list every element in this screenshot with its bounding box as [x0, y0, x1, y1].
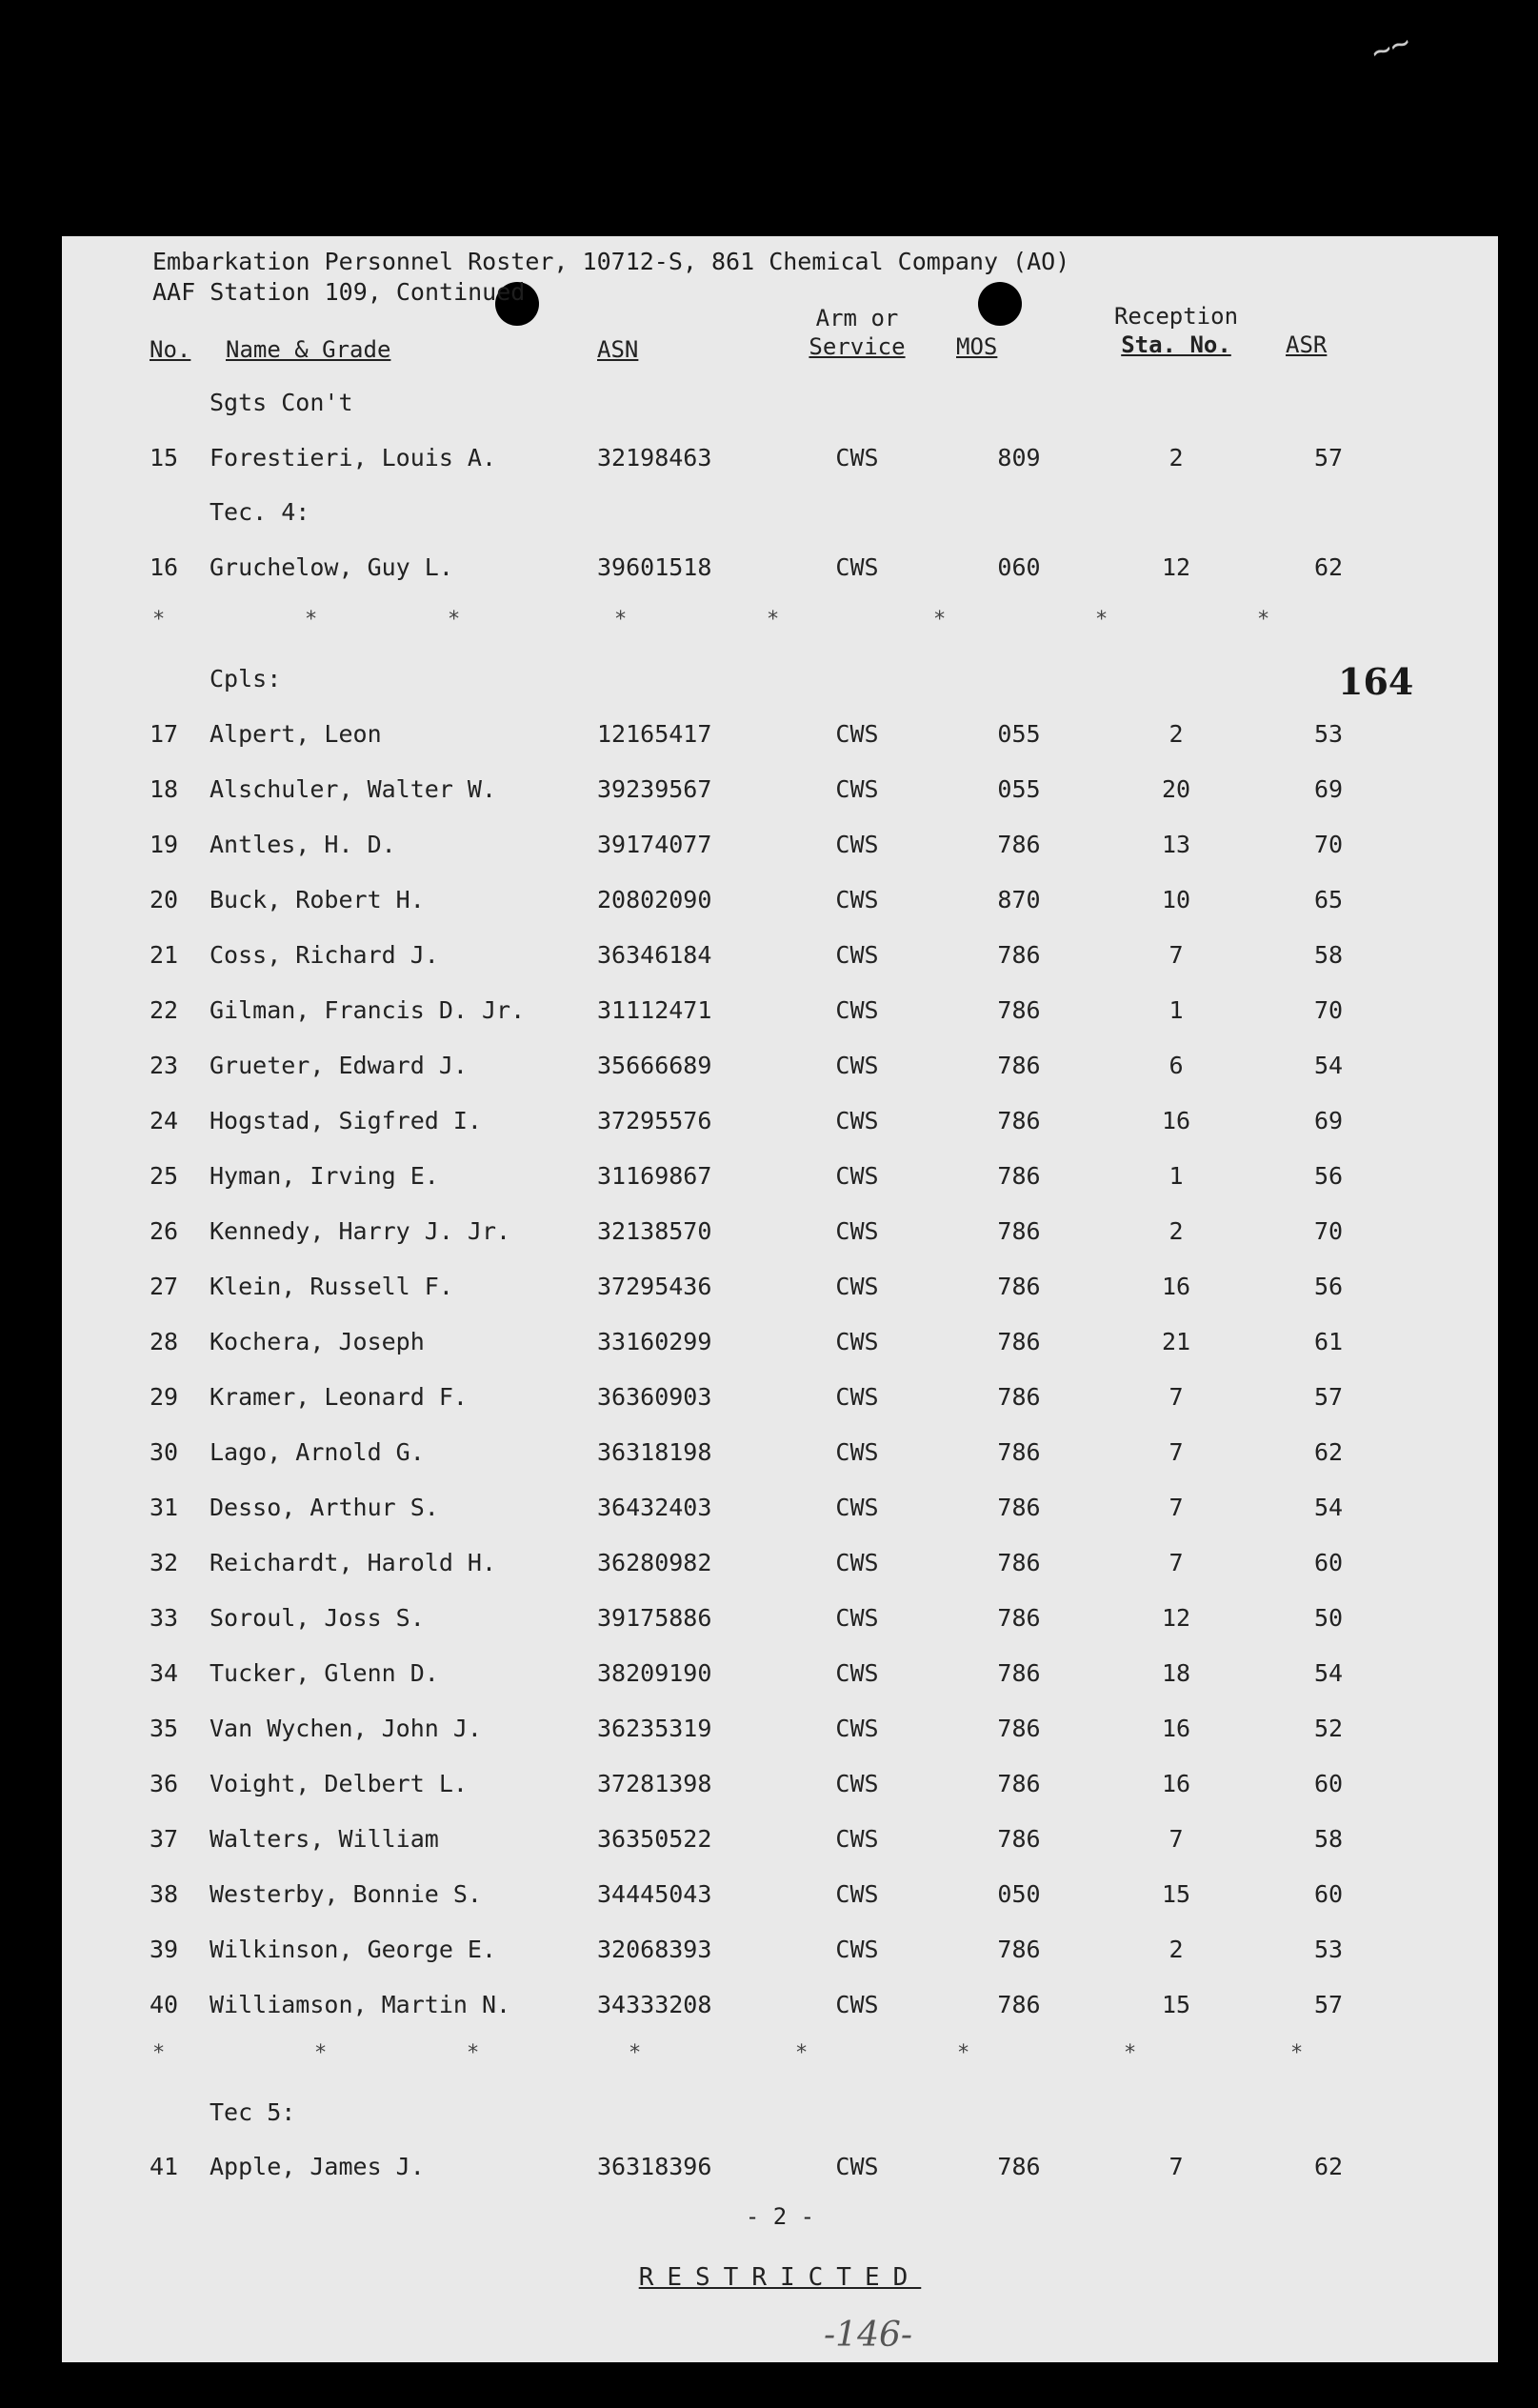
reception-station-value: 2 — [1168, 1936, 1184, 1963]
mos-value: 786 — [997, 1383, 1041, 1411]
asr-value: 62 — [1313, 553, 1344, 581]
arm-service-value: CWS — [835, 1328, 879, 1355]
page-number: - 2 - — [745, 2203, 815, 2230]
arm-service-value: CWS — [835, 1604, 879, 1632]
asr-value: 50 — [1313, 1604, 1344, 1632]
asn-value: 36350522 — [597, 1825, 712, 1853]
asn-value: 12165417 — [597, 720, 712, 748]
roster-row — [62, 444, 1498, 482]
soldier-name: Hyman, Irving E. — [210, 1162, 439, 1190]
page-stamp-number: 164 — [1338, 660, 1414, 703]
mos-value: 786 — [997, 1273, 1041, 1300]
mos-value: 060 — [997, 553, 1041, 581]
soldier-name: Kennedy, Harry J. Jr. — [210, 1217, 511, 1245]
arm-service-value: CWS — [835, 1217, 879, 1245]
roster-row — [62, 1991, 1498, 2029]
mos-value: 786 — [997, 831, 1041, 858]
arm-service-value: CWS — [835, 1991, 879, 2018]
arm-service-value: CWS — [835, 1770, 879, 1797]
row-number: 40 — [150, 1991, 179, 2018]
mos-value: 786 — [997, 1770, 1041, 1797]
asn-value: 36432403 — [597, 1494, 712, 1521]
asn-value: 39601518 — [597, 553, 712, 581]
row-number: 33 — [150, 1604, 179, 1632]
roster-row — [62, 831, 1498, 869]
row-number: 35 — [150, 1715, 179, 1742]
reception-station-value: 16 — [1161, 1770, 1191, 1797]
reception-station-value: 20 — [1161, 775, 1191, 803]
mos-value: 786 — [997, 1162, 1041, 1190]
asn-value: 36318198 — [597, 1438, 712, 1466]
asn-value: 32138570 — [597, 1217, 712, 1245]
section-tec4: Tec. 4: — [210, 498, 310, 526]
col-head-no: No. — [150, 336, 191, 363]
row-number: 28 — [150, 1328, 179, 1355]
asr-value: 70 — [1313, 831, 1344, 858]
asr-value: 57 — [1313, 1991, 1344, 2018]
star: * — [1124, 2041, 1137, 2065]
soldier-name: Antles, H. D. — [210, 831, 396, 858]
roster-row — [62, 1770, 1498, 1808]
asr-value: 65 — [1313, 886, 1344, 913]
asn-value: 38209190 — [597, 1659, 712, 1687]
mos-value: 786 — [997, 1328, 1041, 1355]
roster-row — [62, 1438, 1498, 1476]
row-number: 36 — [150, 1770, 179, 1797]
soldier-name: Grueter, Edward J. — [210, 1052, 468, 1079]
roster-row — [62, 1162, 1498, 1200]
asr-value: 54 — [1313, 1494, 1344, 1521]
asr-value: 54 — [1313, 1052, 1344, 1079]
soldier-name: Alpert, Leon — [210, 720, 382, 748]
mos-value: 050 — [997, 1880, 1041, 1908]
asn-value: 36360903 — [597, 1383, 712, 1411]
roster-row — [62, 1273, 1498, 1311]
reception-station-value: 7 — [1168, 1383, 1184, 1411]
mos-value: 786 — [997, 941, 1041, 969]
asr-value: 60 — [1313, 1770, 1344, 1797]
row-number: 21 — [150, 941, 179, 969]
arm-service-value: CWS — [835, 1052, 879, 1079]
mos-value: 809 — [997, 444, 1041, 472]
soldier-name: Buck, Robert H. — [210, 886, 425, 913]
col-head-name: Name & Grade — [226, 336, 391, 363]
asr-value: 62 — [1313, 2153, 1344, 2180]
asr-value: 69 — [1313, 775, 1344, 803]
mos-value: 870 — [997, 886, 1041, 913]
arm-service-value: CWS — [835, 831, 879, 858]
soldier-name: Kramer, Leonard F. — [210, 1383, 468, 1411]
arm-service-value: CWS — [835, 1936, 879, 1963]
soldier-name: Williamson, Martin N. — [210, 1991, 511, 2018]
arm-service-value: CWS — [835, 720, 879, 748]
asr-value: 70 — [1313, 996, 1344, 1024]
row-number: 24 — [150, 1107, 179, 1134]
mos-value: 786 — [997, 996, 1041, 1024]
soldier-name: Gilman, Francis D. Jr. — [210, 996, 526, 1024]
row-number: 19 — [150, 831, 179, 858]
row-number: 20 — [150, 886, 179, 913]
arm-service-value: CWS — [835, 1825, 879, 1853]
row-number: 17 — [150, 720, 179, 748]
reception-station-value: 2 — [1168, 1217, 1184, 1245]
reception-station-value: 1 — [1168, 996, 1184, 1024]
row-number: 25 — [150, 1162, 179, 1190]
star: * — [1290, 2041, 1304, 2065]
soldier-name: Van Wychen, John J. — [210, 1715, 482, 1742]
mos-value: 786 — [997, 1494, 1041, 1521]
star: * — [614, 608, 628, 632]
soldier-name: Desso, Arthur S. — [210, 1494, 439, 1521]
arm-service-value: CWS — [835, 886, 879, 913]
roster-row — [62, 1549, 1498, 1587]
roster-row — [62, 1880, 1498, 1918]
roster-row — [62, 1107, 1498, 1145]
asn-value: 35666689 — [597, 1052, 712, 1079]
col-head-arm-line1: Arm or — [815, 305, 899, 331]
soldier-name: Apple, James J. — [210, 2153, 425, 2180]
soldier-name: Kochera, Joseph — [210, 1328, 425, 1355]
row-number: 26 — [150, 1217, 179, 1245]
arm-service-value: CWS — [835, 996, 879, 1024]
roster-row — [62, 886, 1498, 924]
arm-service-value: CWS — [835, 775, 879, 803]
soldier-name: Klein, Russell F. — [210, 1273, 453, 1300]
asn-value: 34445043 — [597, 1880, 712, 1908]
asr-value: 56 — [1313, 1273, 1344, 1300]
arm-service-value: CWS — [835, 1383, 879, 1411]
roster-row — [62, 941, 1498, 979]
star: * — [448, 608, 461, 632]
roster-row — [62, 720, 1498, 758]
soldier-name: Voight, Delbert L. — [210, 1770, 468, 1797]
soldier-name: Reichardt, Harold H. — [210, 1549, 497, 1576]
roster-row — [62, 775, 1498, 813]
row-number: 32 — [150, 1549, 179, 1576]
soldier-name: Alschuler, Walter W. — [210, 775, 497, 803]
soldier-name: Soroul, Joss S. — [210, 1604, 425, 1632]
star: * — [1095, 608, 1109, 632]
mos-value: 055 — [997, 775, 1041, 803]
asn-value: 39174077 — [597, 831, 712, 858]
section-sgts: Sgts Con't — [210, 389, 353, 416]
row-number: 31 — [150, 1494, 179, 1521]
mos-value: 786 — [997, 1549, 1041, 1576]
asr-value: 56 — [1313, 1162, 1344, 1190]
arm-service-value: CWS — [835, 1880, 879, 1908]
reception-station-value: 12 — [1161, 553, 1191, 581]
mos-value: 055 — [997, 720, 1041, 748]
asr-value: 70 — [1313, 1217, 1344, 1245]
roster-row — [62, 1825, 1498, 1863]
star: * — [314, 2041, 328, 2065]
classification-marking: RESTRICTED — [638, 2263, 922, 2292]
arm-service-value: CWS — [835, 1659, 879, 1687]
col-head-arm-line2: Service — [809, 333, 906, 360]
col-head-reception-line1: Reception — [1113, 303, 1239, 330]
asr-value: 69 — [1313, 1107, 1344, 1134]
row-number: 18 — [150, 775, 179, 803]
roster-row — [62, 1383, 1498, 1421]
asn-value: 37295436 — [597, 1273, 712, 1300]
row-number: 37 — [150, 1825, 179, 1853]
asn-value: 32068393 — [597, 1936, 712, 1963]
mos-value: 786 — [997, 1107, 1041, 1134]
roster-page — [62, 236, 1498, 2362]
arm-service-value: CWS — [835, 1107, 879, 1134]
asr-value: 53 — [1313, 720, 1344, 748]
asn-value: 33160299 — [597, 1328, 712, 1355]
col-head-asr: ASR — [1286, 331, 1328, 358]
soldier-name: Gruchelow, Guy L. — [210, 553, 453, 581]
reception-station-value: 2 — [1168, 444, 1184, 472]
roster-row — [62, 1604, 1498, 1642]
reception-station-value: 15 — [1161, 1991, 1191, 2018]
asn-value: 31169867 — [597, 1162, 712, 1190]
reception-station-value: 6 — [1168, 1052, 1184, 1079]
row-number: 22 — [150, 996, 179, 1024]
col-head-reception-line2: Sta. No. — [1121, 331, 1231, 358]
reception-station-value: 16 — [1161, 1107, 1191, 1134]
asn-value: 37281398 — [597, 1770, 712, 1797]
row-number: 38 — [150, 1880, 179, 1908]
reception-station-value: 7 — [1168, 1825, 1184, 1853]
reception-station-value: 7 — [1168, 1549, 1184, 1576]
asr-value: 58 — [1313, 1825, 1344, 1853]
star: * — [767, 608, 780, 632]
soldier-name: Hogstad, Sigfred I. — [210, 1107, 482, 1134]
asn-value: 32198463 — [597, 444, 712, 472]
roster-row — [62, 1328, 1498, 1366]
asn-value: 36318396 — [597, 2153, 712, 2180]
corner-handwritten-mark: ~~ — [1366, 23, 1416, 72]
asr-value: 57 — [1313, 1383, 1344, 1411]
section-cpls: Cpls: — [210, 665, 282, 692]
roster-row — [62, 1936, 1498, 1974]
mos-value: 786 — [997, 1217, 1041, 1245]
header-title: Embarkation Personnel Roster, 10712-S, 861 Chemical Company (AO) — [152, 248, 1070, 275]
star: * — [305, 608, 318, 632]
arm-service-value: CWS — [835, 1549, 879, 1576]
row-number: 39 — [150, 1936, 179, 1963]
reception-station-value: 21 — [1161, 1328, 1191, 1355]
mos-value: 786 — [997, 2153, 1041, 2180]
asr-value: 57 — [1313, 444, 1344, 472]
arm-service-value: CWS — [835, 1494, 879, 1521]
reception-station-value: 7 — [1168, 941, 1184, 969]
reception-station-value: 16 — [1161, 1715, 1191, 1742]
asr-value: 60 — [1313, 1549, 1344, 1576]
asr-value: 60 — [1313, 1880, 1344, 1908]
asn-value: 36235319 — [597, 1715, 712, 1742]
roster-row — [62, 996, 1498, 1034]
reception-station-value: 2 — [1168, 720, 1184, 748]
asr-value: 53 — [1313, 1936, 1344, 1963]
mos-value: 786 — [997, 1438, 1041, 1466]
asn-value: 39175886 — [597, 1604, 712, 1632]
arm-service-value: CWS — [835, 444, 879, 472]
roster-row — [62, 2153, 1498, 2191]
mos-value: 786 — [997, 1991, 1041, 2018]
mos-value: 786 — [997, 1052, 1041, 1079]
reception-station-value: 7 — [1168, 1494, 1184, 1521]
reception-station-value: 10 — [1161, 886, 1191, 913]
asn-value: 20802090 — [597, 886, 712, 913]
arm-service-value: CWS — [835, 2153, 879, 2180]
star: * — [152, 2041, 166, 2065]
mos-value: 786 — [997, 1604, 1041, 1632]
star: * — [1257, 608, 1270, 632]
asn-value: 37295576 — [597, 1107, 712, 1134]
row-number: 34 — [150, 1659, 179, 1687]
soldier-name: Forestieri, Louis A. — [210, 444, 497, 472]
row-number: 15 — [150, 444, 179, 472]
asr-value: 52 — [1313, 1715, 1344, 1742]
soldier-name: Walters, William — [210, 1825, 439, 1853]
mos-value: 786 — [997, 1825, 1041, 1853]
asn-value: 39239567 — [597, 775, 712, 803]
arm-service-value: CWS — [835, 553, 879, 581]
star: * — [152, 608, 166, 632]
reception-station-value: 1 — [1168, 1162, 1184, 1190]
asn-value: 31112471 — [597, 996, 712, 1024]
soldier-name: Tucker, Glenn D. — [210, 1659, 439, 1687]
asn-value: 36346184 — [597, 941, 712, 969]
punch-hole-right — [978, 282, 1022, 326]
row-number: 29 — [150, 1383, 179, 1411]
star: * — [933, 608, 947, 632]
roster-row — [62, 1494, 1498, 1532]
asn-value: 34333208 — [597, 1991, 712, 2018]
asn-value: 36280982 — [597, 1549, 712, 1576]
star: * — [957, 2041, 970, 2065]
soldier-name: Wilkinson, George E. — [210, 1936, 497, 1963]
star: * — [629, 2041, 642, 2065]
reception-station-value: 7 — [1168, 1438, 1184, 1466]
handwritten-page-number: -146- — [824, 2316, 913, 2355]
arm-service-value: CWS — [835, 1273, 879, 1300]
row-number: 23 — [150, 1052, 179, 1079]
reception-station-value: 18 — [1161, 1659, 1191, 1687]
arm-service-value: CWS — [835, 1715, 879, 1742]
reception-station-value: 13 — [1161, 831, 1191, 858]
arm-service-value: CWS — [835, 1162, 879, 1190]
arm-service-value: CWS — [835, 1438, 879, 1466]
row-number: 27 — [150, 1273, 179, 1300]
reception-station-value: 16 — [1161, 1273, 1191, 1300]
asr-value: 58 — [1313, 941, 1344, 969]
roster-row — [62, 1715, 1498, 1753]
col-head-asn: ASN — [597, 336, 639, 363]
row-number: 16 — [150, 553, 179, 581]
soldier-name: Lago, Arnold G. — [210, 1438, 425, 1466]
mos-value: 786 — [997, 1659, 1041, 1687]
mos-value: 786 — [997, 1936, 1041, 1963]
soldier-name: Westerby, Bonnie S. — [210, 1880, 482, 1908]
arm-service-value: CWS — [835, 941, 879, 969]
section-tec5: Tec 5: — [210, 2098, 296, 2126]
star: * — [467, 2041, 480, 2065]
star: * — [795, 2041, 809, 2065]
reception-station-value: 15 — [1161, 1880, 1191, 1908]
header-subtitle: AAF Station 109, Continued — [152, 278, 526, 306]
roster-row — [62, 1659, 1498, 1697]
soldier-name: Coss, Richard J. — [210, 941, 439, 969]
reception-station-value: 7 — [1168, 2153, 1184, 2180]
asr-value: 62 — [1313, 1438, 1344, 1466]
roster-row — [62, 1217, 1498, 1255]
reception-station-value: 12 — [1161, 1604, 1191, 1632]
row-number: 41 — [150, 2153, 179, 2180]
asr-value: 61 — [1313, 1328, 1344, 1355]
roster-row — [62, 553, 1498, 592]
row-number: 30 — [150, 1438, 179, 1466]
col-head-mos: MOS — [956, 333, 998, 360]
mos-value: 786 — [997, 1715, 1041, 1742]
roster-row — [62, 1052, 1498, 1090]
asr-value: 54 — [1313, 1659, 1344, 1687]
